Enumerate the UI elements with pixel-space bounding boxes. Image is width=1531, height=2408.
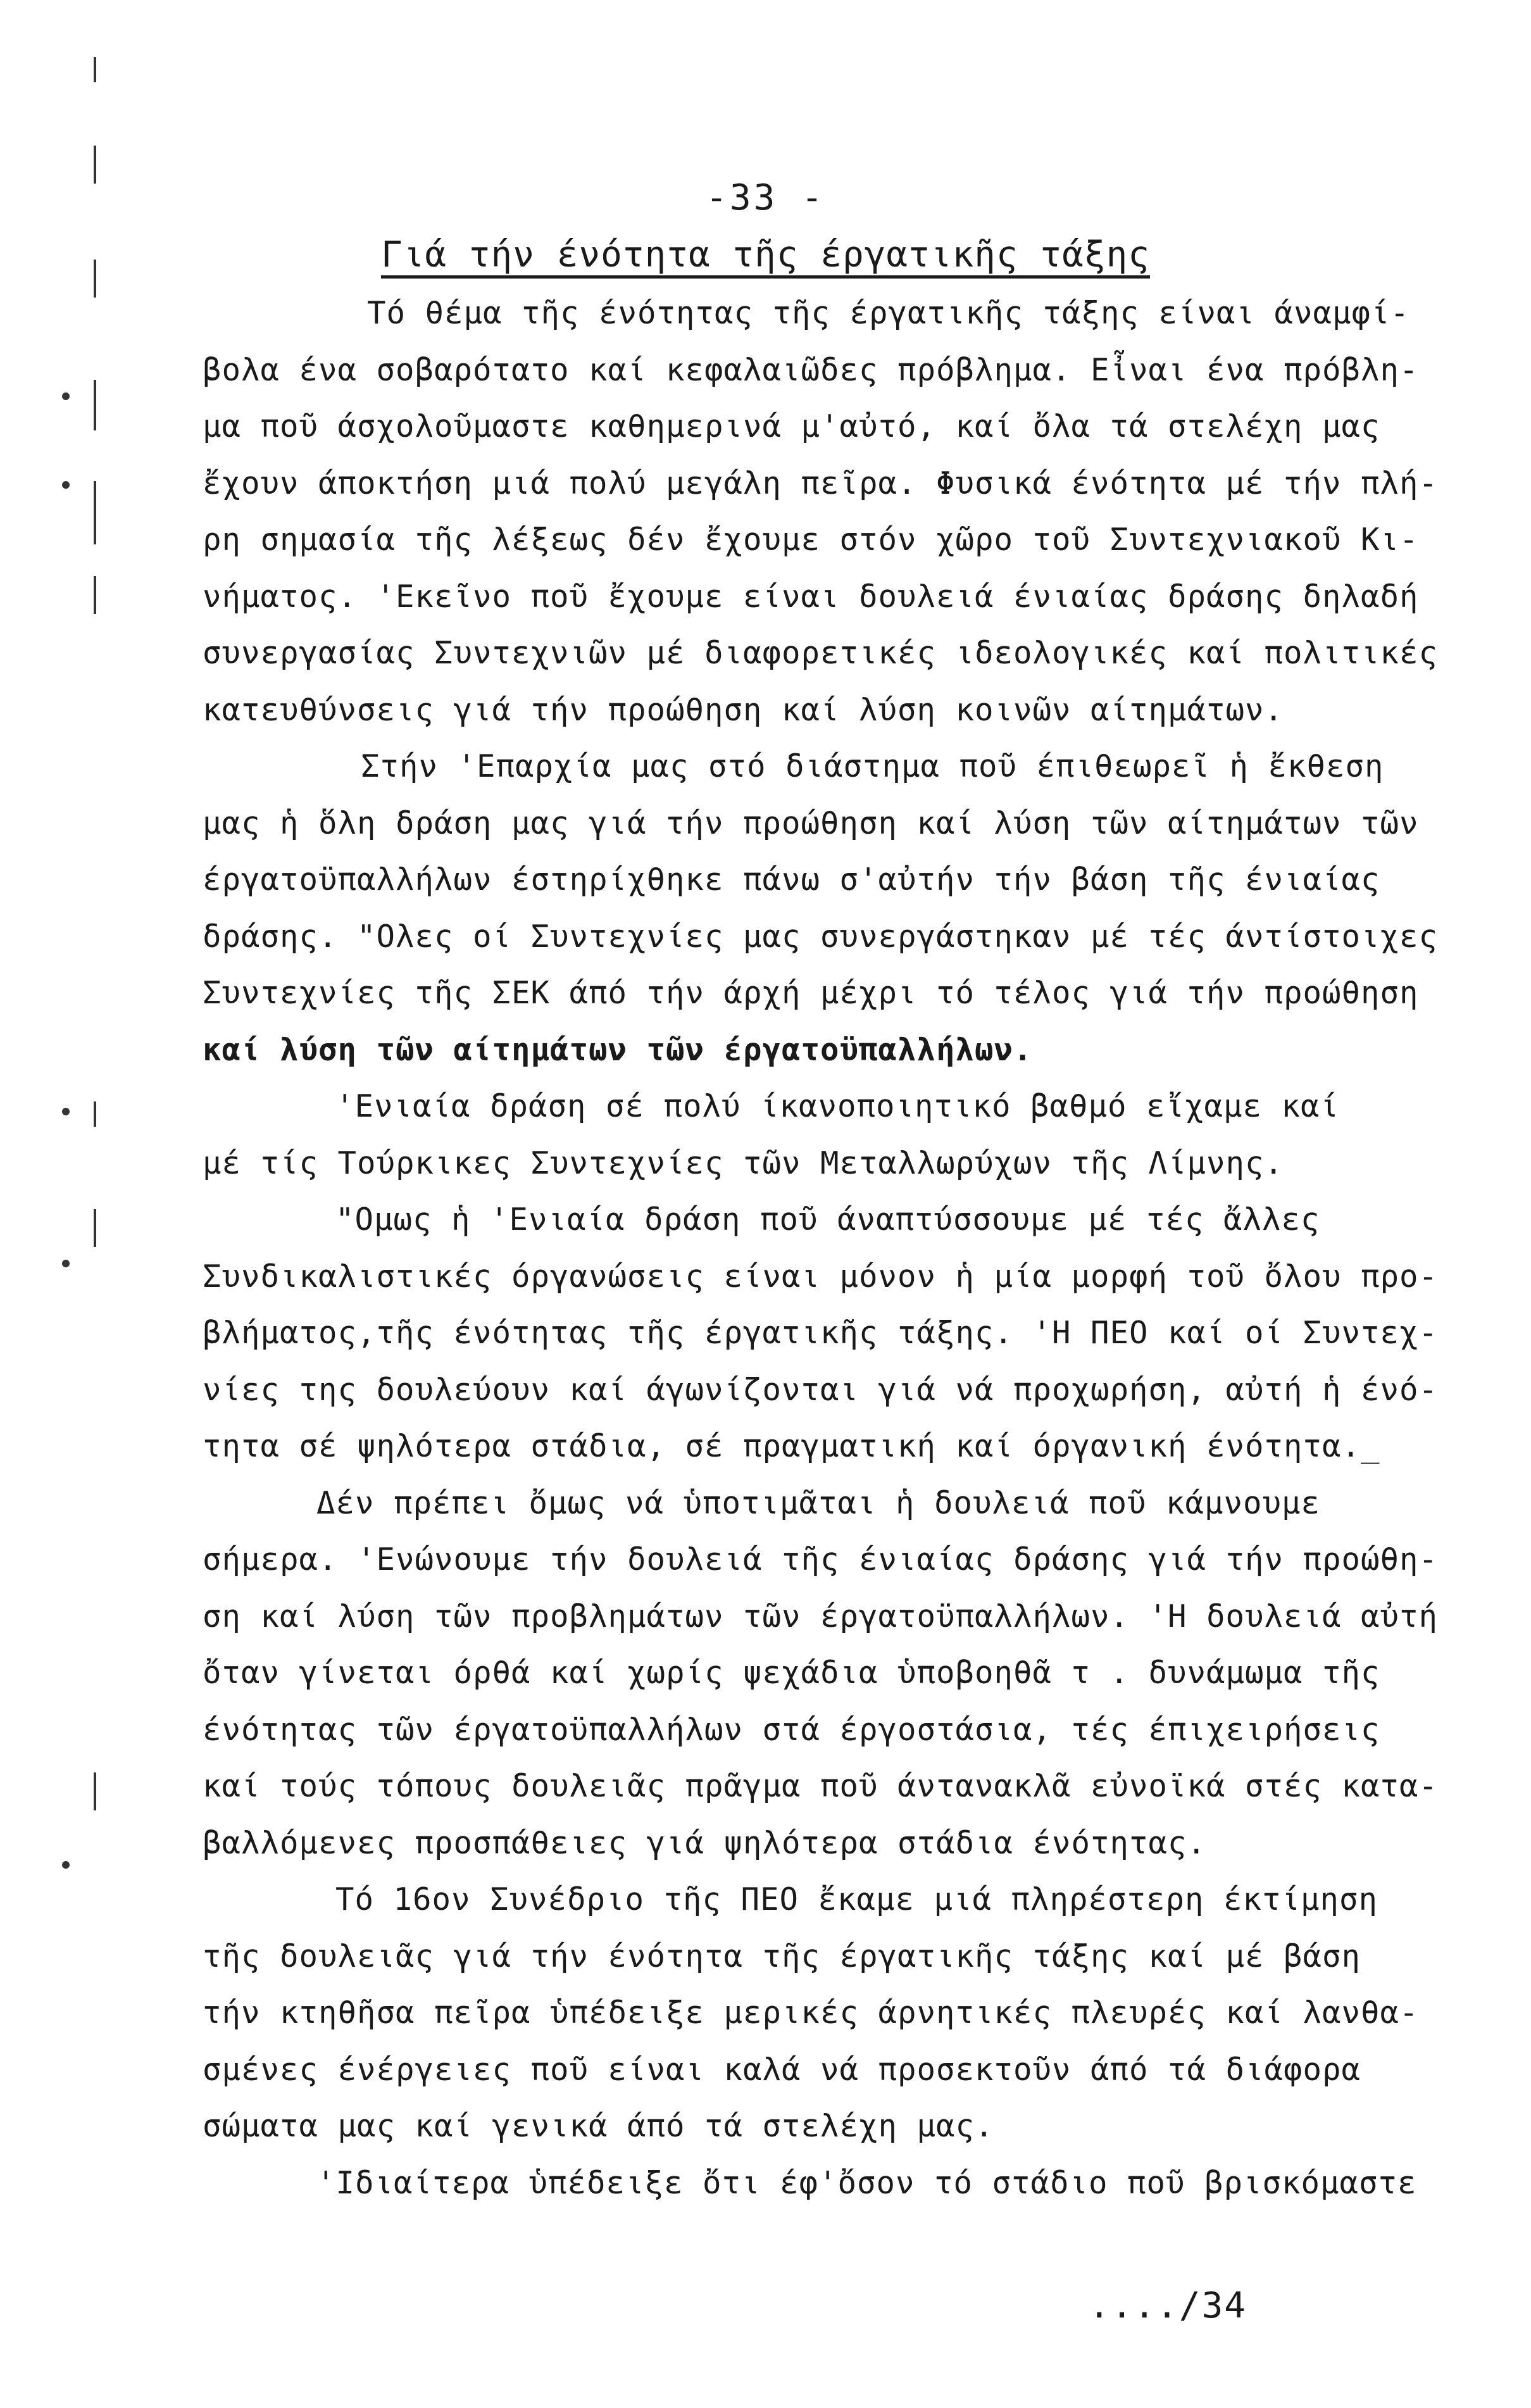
text-line: ρη σημασία τῆς λέξεως δέν ἔχουμε στόν χῶρο τοῦ Συντεχνιακοῦ Κι- bbox=[203, 522, 1419, 558]
text-line: έργατοϋπαλλήλων έστηρίχθηκε πάνω σ'αὐτήν τήν βάση τῆς ένιαίας bbox=[203, 862, 1380, 898]
page-number: -33 - bbox=[706, 177, 825, 218]
document-body bbox=[203, 285, 1456, 2211]
text-line: τῆς δουλειᾶς γιά τήν ένότητα τῆς έργατικῆς τάξης καί μέ βάση bbox=[203, 1938, 1361, 1974]
text-line: νίες της δουλεύουν καί άγωνίζονται γιά νά προχωρήση, αὐτή ἡ ένό- bbox=[203, 1371, 1439, 1408]
margin-dot bbox=[62, 1260, 70, 1267]
text-line: σήμερα. 'Ενώνουμε τήν δουλειά τῆς ένιαίας δράσης γιά τήν προώθη- bbox=[203, 1541, 1439, 1577]
margin-dot bbox=[62, 1861, 70, 1869]
margin-tick bbox=[94, 1209, 96, 1247]
text-line: ὄταν γίνεται όρθά καί χωρίς ψεχάδια ὑποβοηθᾶ τ . δυνάμωμα τῆς bbox=[203, 1655, 1380, 1691]
text-line: Τό 16ον Συνέδριο τῆς ΠΕΟ ἔκαμε μιά πληρέστερη έκτίμηση bbox=[335, 1881, 1378, 1917]
margin-tick bbox=[94, 1101, 96, 1127]
text-line: Τό θέμα τῆς ένότητας τῆς έργατικῆς τάξης είναι άναμφί- bbox=[367, 295, 1410, 331]
page-title: Γιά τήν ένότητα τῆς έργατικῆς τάξης bbox=[380, 234, 1151, 275]
text-line: ἔχουν άποκτήση μιά πολύ μεγάλη πεῖρα. Φυσικά ένότητα μέ τήν πλή- bbox=[203, 465, 1439, 501]
left-margin-marks bbox=[87, 51, 106, 1886]
text-line: δράσης. "Ολες οί Συντεχνίες μας συνεργάστηκαν μέ τές άντίστοιχες bbox=[203, 918, 1439, 955]
margin-tick bbox=[94, 57, 96, 82]
text-line: Στήν 'Επαρχία μας στό διάστημα ποῦ έπιθεωρεῖ ἡ ἔκθεση bbox=[361, 748, 1384, 784]
text-line: κατευθύνσεις γιά τήν προώθηση καί λύση κοινῶν αίτημάτων. bbox=[203, 691, 1284, 728]
text-line: μέ τίς Τούρκικες Συντεχνίες τῶν Μεταλλωρύχων τῆς Λίμνης. bbox=[203, 1144, 1284, 1181]
text-line: συνεργασίας Συντεχνιῶν μέ διαφορετικές ιδεολογικές καί πολιτικές bbox=[203, 635, 1439, 671]
margin-tick bbox=[94, 380, 96, 430]
text-line: τητα σέ ψηλότερα στάδια, σέ πραγματική καί όργανική ένότητα._ bbox=[203, 1428, 1380, 1464]
text-line: Δέν πρέπει ὄμως νά ὑποτιμᾶται ἡ δουλειά ποῦ κάμνουμε bbox=[316, 1484, 1321, 1521]
text-line: σμένες ένέργειες ποῦ είναι καλά νά προσεκτοῦν άπό τά διάφορα bbox=[203, 2051, 1361, 2088]
text-line: μας ἡ ὅλη δράση μας γιά τήν προώθηση καί λύση τῶν αίτημάτων τῶν bbox=[203, 805, 1419, 841]
text-line: βολα ένα σοβαρότατο καί κεφαλαιῶδες πρόβλημα. Εἶναι ένα πρόβλη- bbox=[203, 351, 1419, 388]
text-line: βλήματος,τῆς ένότητας τῆς έργατικῆς τάξης. 'Η ΠΕΟ καί οί Συντεχ- bbox=[203, 1315, 1439, 1351]
text-line: μα ποῦ άσχολοῦμαστε καθημερινά μ'αὐτό, καί ὄλα τά στελέχη μας bbox=[203, 408, 1380, 444]
continuation-page-ref: ..../34 bbox=[1089, 2285, 1247, 2326]
margin-tick bbox=[94, 576, 96, 614]
margin-dot bbox=[62, 392, 70, 400]
text-line: "Ομως ἡ 'Ενιαία δράση ποῦ άναπτύσσουμε μέ τές ἄλλες bbox=[335, 1201, 1320, 1238]
text-line: νήματος. 'Εκεῖνο ποῦ ἔχουμε είναι δουλειά ένιαίας δράσης δηλαδή bbox=[203, 578, 1419, 615]
text-line: καί λύση τῶν αίτημάτων τῶν έργατοϋπαλλήλων. bbox=[203, 1031, 1033, 1068]
margin-dot bbox=[62, 481, 70, 489]
text-line: ένότητας τῶν έργατοϋπαλλήλων στά έργοστάσια, τές έπιχειρήσεις bbox=[203, 1711, 1380, 1748]
text-line: 'Ενιαία δράση σέ πολύ ίκανοποιητικό βαθμό εἴχαμε καί bbox=[335, 1088, 1340, 1124]
margin-tick bbox=[94, 1772, 96, 1810]
text-line: βαλλόμενες προσπάθειες γιά ψηλότερα στάδια ένότητας. bbox=[203, 1824, 1207, 1861]
text-line: καί τούς τόπους δουλειᾶς πρᾶγμα ποῦ άντανακλᾶ εὐνοϊκά στές κατα- bbox=[203, 1768, 1439, 1804]
text-line: τήν κτηθῆσα πεῖρα ὑπέδειξε μερικές άρνητικές πλευρές καί λανθα- bbox=[203, 1995, 1419, 2031]
margin-dot bbox=[62, 1108, 70, 1115]
text-line: Συντεχνίες τῆς ΣΕΚ άπό τήν άρχή μέχρι τό τέλος γιά τήν προώθηση bbox=[203, 975, 1419, 1011]
margin-tick bbox=[94, 481, 96, 544]
text-line: 'Ιδιαίτερα ὑπέδειξε ὄτι έφ'ὄσον τό στάδιο ποῦ βρισκόμαστε bbox=[316, 2164, 1417, 2201]
text-line: σώματα μας καί γενικά άπό τά στελέχη μας. bbox=[203, 2108, 994, 2144]
text-line: Συνδικαλιστικές όργανώσεις είναι μόνον ἡ μία μορφή τοῦ ὄλου προ- bbox=[203, 1258, 1439, 1295]
text-line: ση καί λύση τῶν προβλημάτων τῶν έργατοϋπαλλήλων. 'Η δουλειά αὐτή bbox=[203, 1598, 1439, 1634]
